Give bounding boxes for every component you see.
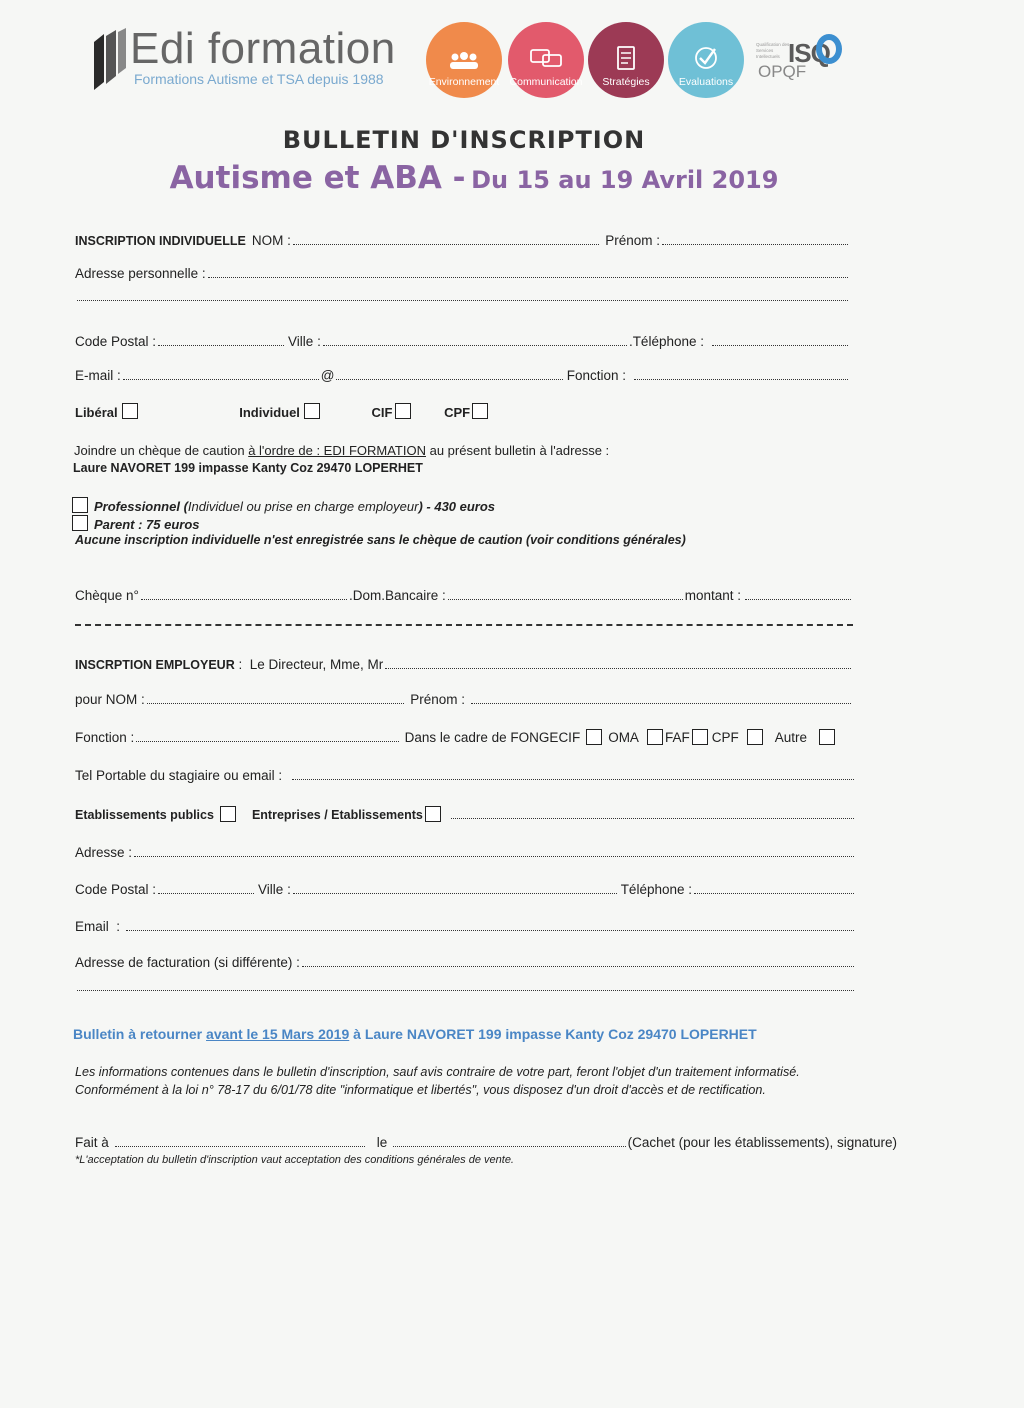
emp-adresse-field[interactable] bbox=[134, 856, 854, 857]
subtitle-main: Autisme et ABA - bbox=[169, 160, 466, 196]
adresse-field-2[interactable] bbox=[77, 300, 848, 301]
le-label: le bbox=[376, 1135, 388, 1150]
tel-label: .Téléphone : bbox=[628, 334, 704, 349]
row-emp-cp bbox=[75, 882, 856, 897]
section-divider bbox=[75, 624, 853, 626]
entreprises-checkbox[interactable] bbox=[425, 806, 441, 822]
emp-prenom-field[interactable] bbox=[471, 703, 851, 704]
emp-adresse-label: Adresse : bbox=[75, 845, 133, 860]
date-field[interactable] bbox=[393, 1146, 625, 1147]
facturation-label: Adresse de facturation (si différente) : bbox=[75, 955, 300, 970]
cadre-label: Dans le cadre de FONGECIF bbox=[404, 730, 581, 745]
montant-field[interactable] bbox=[745, 599, 851, 600]
row-tel-portable bbox=[75, 768, 856, 783]
individuel-label: Individuel bbox=[239, 405, 300, 420]
row-fonction bbox=[75, 729, 835, 745]
professionnel-price: ) - 430 euros bbox=[418, 499, 496, 514]
row-signature bbox=[75, 1135, 897, 1150]
directeur-label: : Le Directeur, Mme, Mr bbox=[234, 657, 384, 672]
ville-label: Ville : bbox=[288, 334, 321, 349]
row-nom bbox=[75, 233, 850, 248]
cachet-label: (Cachet (pour les établissements), signature) bbox=[627, 1135, 897, 1150]
legal-notice: Les informations contenues dans le bulletin d'inscription, sauf avis contraire de votre part, feront l'objet d'un traitement informatisé. Conformément à la loi n° 78-17 du 6/01/78 dite "informatique et libertés", vous disposez d'un droit d'accès et de rectification. bbox=[75, 1065, 800, 1097]
cpf-checkbox[interactable] bbox=[472, 403, 488, 419]
cheque-address: Laure NAVORET 199 impasse Kanty Coz 29470 LOPERHET bbox=[73, 461, 423, 475]
facturation-field[interactable] bbox=[302, 966, 854, 967]
circle-label: Environnement bbox=[428, 76, 500, 88]
row-cheque bbox=[75, 588, 853, 603]
circle-label: Communication bbox=[509, 76, 583, 88]
cheque-text-2: au présent bulletin à l'adresse : bbox=[429, 443, 610, 458]
cpf-label: CPF bbox=[444, 405, 471, 420]
entreprises-label: Entreprises / Etablissements bbox=[251, 808, 423, 822]
autre-checkbox[interactable] bbox=[819, 729, 835, 745]
cheque-instructions bbox=[74, 443, 609, 458]
tel-portable-field[interactable] bbox=[292, 779, 854, 780]
professionnel-checkbox[interactable] bbox=[72, 497, 88, 513]
fait-a-field[interactable] bbox=[115, 1146, 365, 1147]
row-employeur bbox=[75, 657, 853, 672]
cpf-emp-checkbox[interactable] bbox=[747, 729, 763, 745]
cp-field[interactable] bbox=[158, 345, 284, 346]
emp-ville-field[interactable] bbox=[293, 893, 617, 894]
tel-portable-label: Tel Portable du stagiaire ou email : bbox=[75, 768, 283, 783]
faf-label: FAF bbox=[664, 730, 690, 745]
section-individuelle-label: INSCRIPTION INDIVIDUELLE bbox=[75, 234, 246, 248]
cert-small-text: Qualification des Services Intellectuels bbox=[756, 42, 790, 59]
fait-a-label: Fait à bbox=[75, 1135, 109, 1150]
prenom-label: Prénom : bbox=[605, 233, 660, 248]
subtitle-dates: Du 15 au 19 Avril 2019 bbox=[471, 166, 779, 194]
pour-nom-field[interactable] bbox=[147, 703, 404, 704]
caution-warning: Aucune inscription individuelle n'est enregistrée sans le chèque de caution (voir conditions générales) bbox=[75, 533, 686, 547]
etab-publics-checkbox[interactable] bbox=[220, 806, 236, 822]
cif-checkbox[interactable] bbox=[395, 403, 411, 419]
logo-tagline: Formations Autisme et TSA depuis 1988 bbox=[134, 71, 384, 87]
status-checkboxes bbox=[75, 403, 492, 420]
row-adresse-2 bbox=[75, 300, 850, 304]
etab-publics-label: Etablissements publics bbox=[75, 808, 214, 822]
cheque-text-1: Joindre un chèque de caution bbox=[74, 443, 245, 458]
retour-text-1: Bulletin à retourner bbox=[73, 1026, 203, 1042]
parent-checkbox[interactable] bbox=[72, 515, 88, 531]
nom-label: NOM : bbox=[251, 233, 291, 248]
row-adresse bbox=[75, 266, 850, 281]
ville-field[interactable] bbox=[323, 345, 627, 346]
fonction-field[interactable] bbox=[634, 379, 848, 380]
cgv-note: *L'acceptation du bulletin d'inscription vaut acceptation des conditions générales de vente. bbox=[75, 1154, 514, 1166]
oma-checkbox[interactable] bbox=[647, 729, 663, 745]
emp-fonction-label: Fonction : bbox=[75, 730, 135, 745]
row-pour-nom bbox=[75, 692, 853, 707]
circle-evaluations bbox=[668, 22, 744, 98]
cif-label: CIF bbox=[371, 405, 393, 420]
form-title: BULLETIN D'INSCRIPTION bbox=[282, 126, 646, 154]
montant-label: montant : bbox=[684, 588, 741, 603]
certification-logo bbox=[756, 38, 848, 84]
row-emp-email bbox=[75, 919, 856, 934]
facturation-field-2[interactable] bbox=[77, 990, 854, 991]
at-sign: @ bbox=[320, 368, 335, 383]
row-facturation bbox=[75, 955, 856, 970]
cert-isq: ISQ bbox=[788, 38, 830, 68]
cp-label: Code Postal : bbox=[75, 334, 157, 349]
logo bbox=[88, 24, 428, 94]
retour-notice bbox=[73, 1026, 757, 1042]
individuel-checkbox[interactable] bbox=[304, 403, 320, 419]
dom-bancaire-label: .Dom.Bancaire : bbox=[348, 588, 446, 603]
adresse-label: Adresse personnelle : bbox=[75, 266, 206, 281]
emp-tel-field[interactable] bbox=[694, 893, 854, 894]
prenom-field[interactable] bbox=[662, 244, 848, 245]
cheque-no-label: Chèque n° bbox=[75, 588, 139, 603]
etablissement-field[interactable] bbox=[451, 818, 854, 819]
fonction-label: Fonction : bbox=[566, 368, 626, 383]
row-facturation-2 bbox=[75, 990, 856, 994]
cheque-order: à l'ordre de : EDI FORMATION bbox=[248, 443, 426, 458]
row-cp-ville bbox=[75, 334, 850, 349]
pour-nom-label: pour NOM : bbox=[75, 692, 145, 707]
emp-email-label: Email : bbox=[75, 919, 121, 934]
cpf-emp-label: CPF bbox=[711, 730, 739, 745]
circle-environnement bbox=[426, 22, 502, 98]
form-subtitle bbox=[0, 160, 948, 196]
professionnel-label: Professionnel ( bbox=[94, 499, 188, 514]
row-email bbox=[75, 368, 850, 383]
cert-opqf: OPQF bbox=[758, 62, 807, 81]
circle-label: Stratégies bbox=[602, 76, 650, 88]
circle-label: Evaluations bbox=[678, 76, 734, 88]
tel-field[interactable] bbox=[712, 345, 848, 346]
directeur-field[interactable] bbox=[385, 668, 851, 669]
option-parent bbox=[72, 515, 200, 532]
oma-label: OMA bbox=[608, 730, 639, 745]
emp-prenom-label: Prénom : bbox=[410, 692, 465, 707]
circle-communication bbox=[508, 22, 584, 98]
email-user-field[interactable] bbox=[123, 379, 319, 380]
liberal-label: Libéral bbox=[75, 405, 118, 420]
faf-checkbox[interactable] bbox=[692, 729, 708, 745]
emp-tel-label: Téléphone : bbox=[620, 882, 692, 897]
emp-email-field[interactable] bbox=[126, 930, 854, 931]
document-icon bbox=[616, 46, 636, 70]
cheque-no-field[interactable] bbox=[141, 599, 347, 600]
fongecif-checkbox[interactable] bbox=[586, 729, 602, 745]
retour-date: avant le 15 Mars 2019 bbox=[206, 1026, 350, 1042]
adresse-field[interactable] bbox=[208, 277, 848, 278]
email-domain-field[interactable] bbox=[336, 379, 562, 380]
retour-text-2: à Laure NAVORET 199 impasse Kanty Coz 29470 LOPERHET bbox=[353, 1026, 757, 1042]
emp-fonction-field[interactable] bbox=[136, 741, 398, 742]
email-label: E-mail : bbox=[75, 368, 121, 383]
emp-ville-label: Ville : bbox=[258, 882, 291, 897]
professionnel-detail: Individuel ou prise en charge employeur bbox=[187, 499, 419, 514]
row-emp-adresse bbox=[75, 845, 856, 860]
liberal-checkbox[interactable] bbox=[122, 403, 138, 419]
row-etablissements bbox=[75, 806, 856, 822]
autre-label: Autre bbox=[774, 730, 807, 745]
cert-q-mark bbox=[816, 34, 842, 64]
parent-label: Parent : 75 euros bbox=[94, 517, 200, 532]
option-professionnel bbox=[72, 497, 495, 514]
people-icon bbox=[447, 52, 481, 70]
speech-bubbles-icon bbox=[529, 48, 563, 70]
circle-strategies bbox=[588, 22, 664, 98]
logo-name: Edi formation bbox=[130, 24, 396, 73]
section-employeur-label: INSCRPTION EMPLOYEUR bbox=[75, 658, 235, 672]
checkmark-icon bbox=[693, 46, 719, 70]
dom-bancaire-field[interactable] bbox=[448, 599, 683, 600]
nom-field[interactable] bbox=[293, 244, 599, 245]
emp-cp-label: Code Postal : bbox=[75, 882, 157, 897]
emp-cp-field[interactable] bbox=[158, 893, 254, 894]
logo-mark-icon bbox=[88, 28, 128, 92]
